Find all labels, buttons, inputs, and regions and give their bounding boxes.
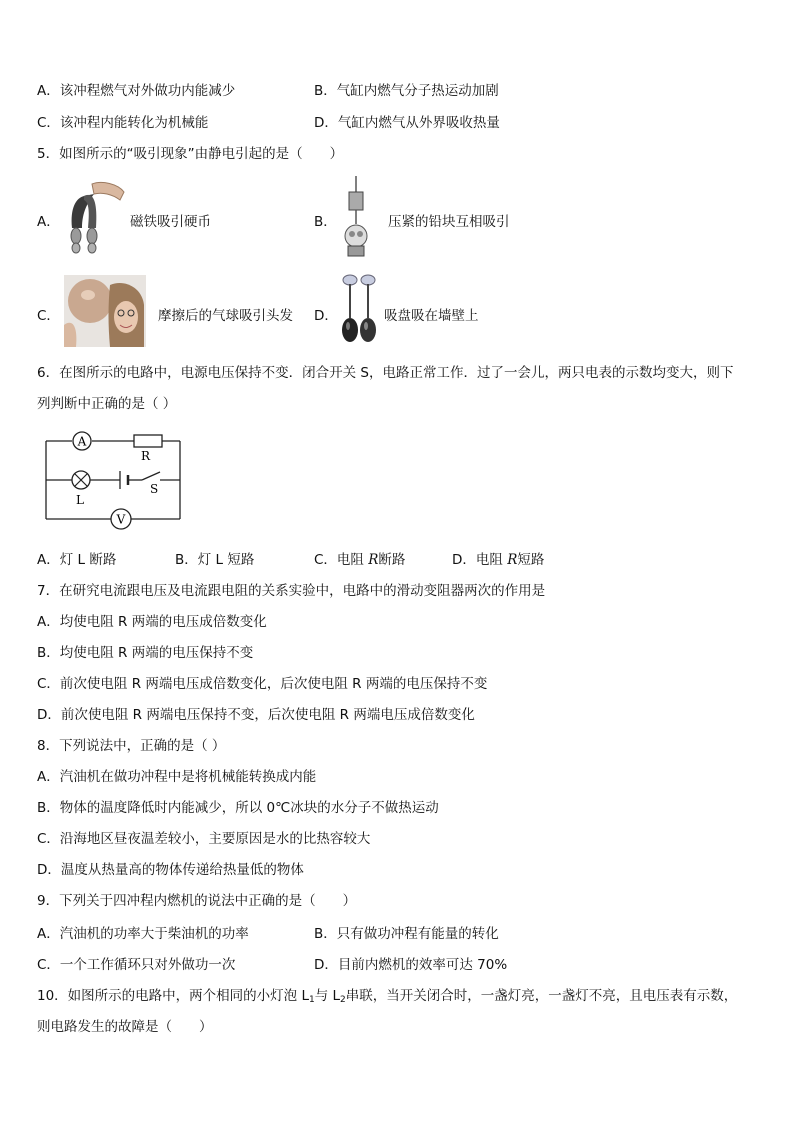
q7-stem: 7．在研究电流跟电压及电流跟电阻的关系实验中，电路中的滑动变阻器两次的作用是 <box>37 583 546 599</box>
q4-option-d: D．气缸内燃气从外界吸收热量 <box>314 115 500 131</box>
q9-option-b: B．只有做功冲程有能量的转化 <box>314 926 499 942</box>
resistor-symbol <box>134 435 162 447</box>
q8-option-c: C．沿海地区昼夜温差较小，主要原因是水的比热容较大 <box>37 831 371 847</box>
svg-text:A: A <box>77 434 87 449</box>
q5-option-c-text: 摩擦后的气球吸引头发 <box>158 308 293 324</box>
q4-option-c: C．该冲程内能转化为机械能 <box>37 115 209 131</box>
lamp-symbol <box>72 471 90 489</box>
q10-stem-line1: 10．如图所示的电路中，两个相同的小灯泡 $L_1$与 $L_2$串联，当开关闭合时，一盏灯亮，一盏灯不亮，且电压表有示数， <box>37 988 738 1005</box>
q7-option-d: D．前次使电阻 R 两端电压保持不变，后次使电阻 R 两端电压成倍数变化 <box>37 707 475 723</box>
voltmeter-symbol <box>111 509 131 529</box>
q9-option-a: A．汽油机的功率大于柴油机的功率 <box>37 926 249 942</box>
q7-option-b: B．均使电阻 R 两端的电压保持不变 <box>37 645 254 661</box>
q9-option-c: C．一个工作循环只对外做功一次 <box>37 957 236 973</box>
q6-stem-line1: 6．在图所示的电路中，电源电压保持不变．闭合开关 S，电路正常工作．过了一会儿，两只电表的示数均变大，则下 <box>37 365 734 381</box>
q10-stem-line2: 则电路发生的故障是（ ） <box>37 1019 213 1035</box>
q6-circuit-diagram <box>38 425 188 530</box>
q5-option-a-text: 磁铁吸引硬币 <box>130 214 211 230</box>
q6-stem-line2: 列判断中正确的是（ ） <box>37 396 177 412</box>
battery-symbol <box>120 471 128 489</box>
q8-option-a: A．汽油机在做功冲程中是将机械能转换成内能 <box>37 769 317 785</box>
svg-text:V: V <box>116 512 126 527</box>
q8-option-b: B．物体的温度降低时内能减少，所以 0℃冰块的水分子不做热运动 <box>37 800 439 816</box>
q6-option-d: D．电阻 R短路 <box>452 552 545 568</box>
lead-blocks-image <box>336 176 376 260</box>
q5-option-c-letter: C． <box>37 308 60 324</box>
q5-option-b-text: 压紧的铅块互相吸引 <box>388 214 510 230</box>
q4-option-a: A．该冲程燃气对外做功内能减少 <box>37 83 236 99</box>
ammeter-symbol <box>73 432 91 450</box>
switch-label: S <box>150 482 159 496</box>
q6-option-a: A．灯 L 断路 <box>37 552 117 568</box>
q5-option-d-letter: D． <box>314 308 338 324</box>
q7-option-c: C．前次使电阻 R 两端电压成倍数变化，后次使电阻 R 两端的电压保持不变 <box>37 676 488 692</box>
q8-option-d: D．温度从热量高的物体传递给热量低的物体 <box>37 862 304 878</box>
q5-option-d-text: 吸盘吸在墙壁上 <box>384 308 479 324</box>
balloon-hair-image <box>64 275 146 347</box>
resistor-label: R <box>141 449 151 463</box>
q7-option-a: A．均使电阻 R 两端的电压成倍数变化 <box>37 614 267 630</box>
q6-option-c: C．电阻 R断路 <box>314 552 406 568</box>
q9-stem: 9．下列关于四冲程内燃机的说法中正确的是（ ） <box>37 893 357 909</box>
magnet-coins-image <box>62 178 128 254</box>
q8-stem: 8．下列说法中，正确的是（ ） <box>37 738 226 754</box>
q6-option-b: B．灯 L 短路 <box>175 552 255 568</box>
lamp-label: L <box>76 493 84 507</box>
q5-option-b-letter: B． <box>314 214 337 230</box>
suction-cup-image <box>336 272 382 352</box>
q9-option-d: D．目前内燃机的效率可达 70% <box>314 957 508 973</box>
q5-option-a-letter: A． <box>37 214 60 230</box>
q5-stem: 5．如图所示的“吸引现象”由静电引起的是（ ） <box>37 146 344 162</box>
q4-option-b: B．气缸内燃气分子热运动加剧 <box>314 83 499 99</box>
